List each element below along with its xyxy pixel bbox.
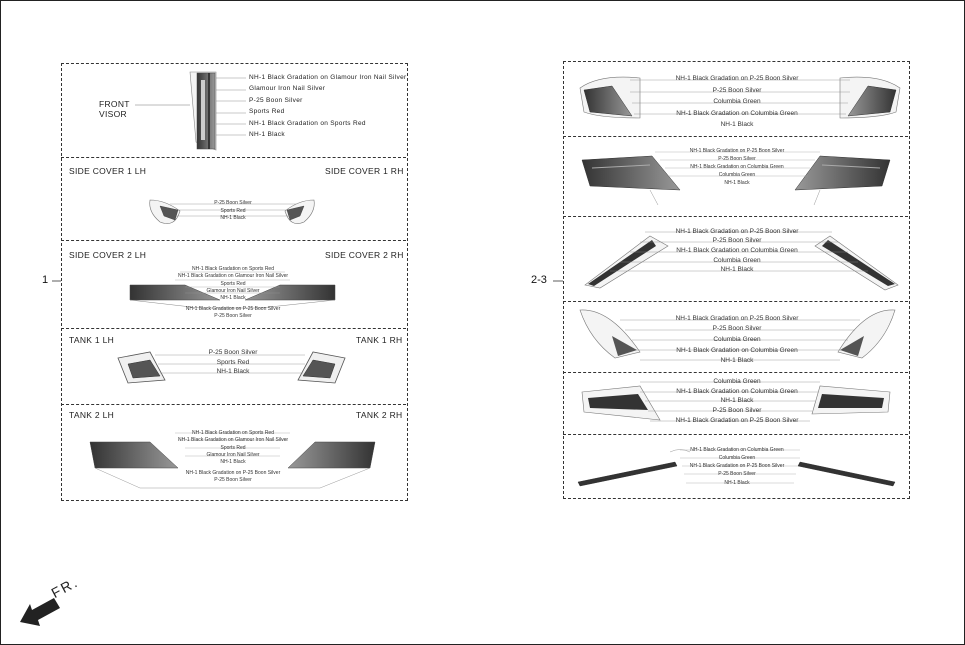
side-cover-2-color-label: NH-1 Black — [220, 295, 246, 301]
tank-1-color-label: P-25 Boon Silver — [208, 349, 258, 356]
right-s5-color-label: P-25 Boon Silver — [712, 407, 762, 414]
right-s4-color-label: NH-1 Black — [720, 357, 754, 364]
side-cover-1-color-label: NH-1 Black — [220, 215, 246, 221]
right-s2-color-label: P-25 Boon Silver — [718, 156, 756, 162]
right-s1-color-label: P-25 Boon Silver — [712, 87, 762, 94]
tank-1-rh-label: TANK 1 RH — [356, 335, 403, 345]
right-s1-color-label: NH-1 Black Gradation on Columbia Green — [676, 110, 798, 117]
side-cover-2-color-label: P-25 Boon Silver — [214, 313, 252, 319]
right-s3-color-label: NH-1 Black — [720, 266, 754, 273]
side-cover-1-color-label: P-25 Boon Silver — [214, 200, 252, 206]
right-s5-color-label: NH-1 Black — [720, 397, 754, 404]
tank-2-color-label: NH-1 Black — [220, 459, 246, 465]
right-s6-color-label: NH-1 Black Gradation on Columbia Green — [690, 447, 784, 453]
tank-2-color-label: NH-1 Black Gradation on Sports Red — [192, 430, 274, 436]
right-s5-color-label: NH-1 Black Gradation on Columbia Green — [676, 388, 798, 395]
tank-1-color-label: NH-1 Black — [216, 368, 250, 375]
right-s4-color-label: NH-1 Black Gradation on P-25 Boon Silver — [675, 315, 799, 322]
front-visor-title-2: VISOR — [99, 109, 127, 119]
tank-2-lh-label: TANK 2 LH — [69, 410, 115, 420]
ref-number-1: 1 — [42, 274, 49, 286]
visor-color-label: NH-1 Black — [249, 131, 285, 138]
right-s2-color-label: NH-1 Black — [724, 180, 750, 186]
side-cover-2-color-label: NH-1 Black Gradation on Sports Red — [192, 266, 274, 272]
tank-2-rh-label: TANK 2 RH — [356, 410, 403, 420]
tank-2-color-label: Glamour Iron Nail Silver — [206, 452, 260, 458]
right-s5-color-label: NH-1 Black Gradation on P-25 Boon Silver — [675, 417, 799, 424]
tank-2-color-label: NH-1 Black Gradation on P-25 Boon Silver — [185, 470, 281, 476]
right-s2-color-label: NH-1 Black Gradation on P-25 Boon Silver — [689, 148, 785, 154]
side-cover-2-color-label: Glamour Iron Nail Silver — [206, 288, 260, 294]
right-s6-color-label: NH-1 Black — [724, 480, 750, 486]
side-cover-2-color-label: NH-1 Black Gradation on Glamour Iron Nail Silver — [177, 273, 289, 279]
right-s6-color-label: NH-1 Black Gradation on P-25 Boon Silver — [689, 463, 785, 469]
right-s3-color-label: NH-1 Black Gradation on P-25 Boon Silver — [675, 228, 799, 235]
right-s6-color-label: P-25 Boon Silver — [718, 471, 756, 477]
right-s2-color-label: NH-1 Black Gradation on Columbia Green — [690, 164, 784, 170]
side-cover-2-lh-label: SIDE COVER 2 LH — [69, 250, 147, 260]
side-cover-2-rh-label: SIDE COVER 2 RH — [325, 250, 404, 260]
right-s2-color-label: Columbia Green — [718, 172, 756, 178]
visor-color-label: NH-1 Black Gradation on Glamour Iron Nail Silver — [249, 74, 407, 81]
visor-color-label: P-25 Boon Silver — [249, 97, 303, 104]
right-s1-color-label: NH-1 Black — [720, 121, 754, 128]
right-s4-color-label: Columbia Green — [713, 336, 761, 343]
tank-2-color-label: P-25 Boon Silver — [214, 477, 252, 483]
visor-color-label: Sports Red — [249, 108, 285, 115]
right-s1-color-label: NH-1 Black Gradation on P-25 Boon Silver — [675, 75, 799, 82]
tank-2-color-label: Sports Red — [220, 445, 246, 451]
front-direction-label: FR. — [48, 573, 82, 601]
visor-color-label: Glamour Iron Nail Silver — [249, 85, 326, 92]
right-s4-color-label: NH-1 Black Gradation on Columbia Green — [676, 347, 798, 354]
side-cover-1-rh-label: SIDE COVER 1 RH — [325, 166, 404, 176]
tank-1-lh-label: TANK 1 LH — [69, 335, 115, 345]
side-cover-2-color-label: Sports Red — [220, 281, 246, 287]
tank-2-color-label: NH-1 Black Gradation on Glamour Iron Nail Silver — [177, 437, 289, 443]
right-s3-color-label: Columbia Green — [713, 257, 761, 264]
visor-color-label: NH-1 Black Gradation on Sports Red — [249, 120, 366, 127]
front-visor-title-1: FRONT — [99, 99, 130, 109]
ref-number-2-3: 2-3 — [531, 274, 547, 286]
right-s6-color-label: Columbia Green — [718, 455, 756, 461]
side-cover-1-color-label: Sports Red — [220, 208, 246, 214]
right-s5-color-label: Columbia Green — [713, 378, 761, 385]
tank-1-color-label: Sports Red — [216, 359, 250, 366]
side-cover-1-lh-label: SIDE COVER 1 LH — [69, 166, 147, 176]
right-s3-color-label: NH-1 Black Gradation on Columbia Green — [676, 247, 798, 254]
right-s4-color-label: P-25 Boon Silver — [712, 325, 762, 332]
right-s1-color-label: Columbia Green — [713, 98, 761, 105]
side-cover-2-color-label: NH-1 Black Gradation on P-25 Boon Silver — [185, 306, 281, 312]
right-s3-color-label: P-25 Boon Silver — [712, 237, 762, 244]
